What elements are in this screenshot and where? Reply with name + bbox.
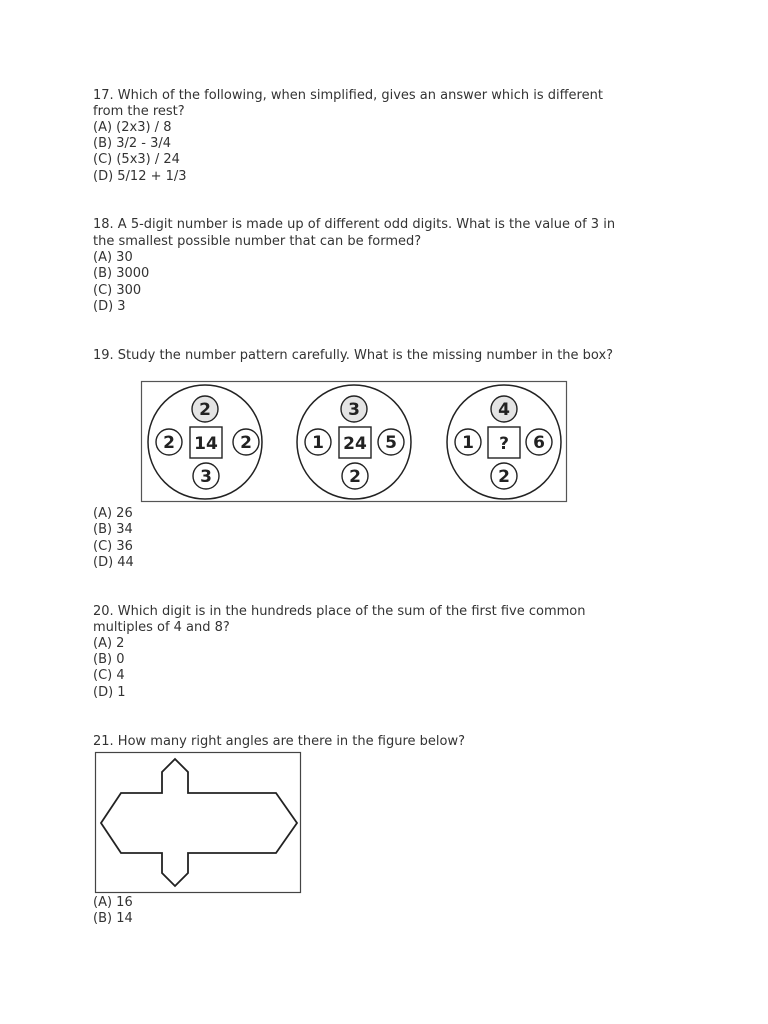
group3-top-number: 4 [498,400,510,420]
q17-option-c: (C) (5x3) / 24 [93,152,180,167]
group1-top-number: 2 [199,400,211,420]
q21-option-a: (A) 16 [93,895,133,910]
q20-stem-line2: multiples of 4 and 8? [93,620,230,635]
q19-option-d: (D) 44 [93,555,134,570]
q18-stem-line2: the smallest possible number that can be formed? [93,234,422,249]
q20-option-c: (C) 4 [93,668,125,683]
q18-option-c: (C) 300 [93,283,142,298]
group3-right-number: 6 [533,433,545,453]
group3-bottom-number: 2 [498,467,510,487]
q19-number-pattern-figure [140,380,568,504]
group1-left-number: 2 [163,433,175,453]
q17-stem-line1: 17. Which of the following, when simplified, gives an answer which is different [93,88,603,103]
q20-option-a: (A) 2 [93,636,125,651]
q18-option-d: (D) 3 [93,299,126,314]
group2-left-number: 1 [312,433,324,453]
q18-option-a: (A) 30 [93,250,133,265]
group2-bottom-number: 2 [349,467,361,487]
q21-right-angles-figure [94,751,303,895]
group1-center-number: 14 [194,434,218,454]
group2-right-number: 5 [385,433,397,453]
group1-right-number: 2 [240,433,252,453]
q19-option-b: (B) 34 [93,522,133,537]
q17-option-d: (D) 5/12 + 1/3 [93,169,187,184]
q19-option-c: (C) 36 [93,539,133,554]
group3-center-number: ? [499,434,509,454]
group2-top-number: 3 [348,400,360,420]
group2-center-number: 24 [343,434,367,454]
q20-stem-line1: 20. Which digit is in the hundreds place of the sum of the first five common [93,604,586,619]
group3-left-number: 1 [462,433,474,453]
q18-option-b: (B) 3000 [93,266,150,281]
pattern-group-2 [297,385,411,499]
q21-stem: 21. How many right angles are there in the figure below? [93,734,465,749]
q17-stem-line2: from the rest? [93,104,185,119]
q17-option-a: (A) (2x3) / 8 [93,120,172,135]
q18-stem-line1: 18. A 5-digit number is made up of different odd digits. What is the value of 3 in [93,217,616,232]
q21-option-b: (B) 14 [93,911,133,926]
q20-option-b: (B) 0 [93,652,125,667]
group1-bottom-number: 3 [200,467,212,487]
q20-option-d: (D) 1 [93,685,126,700]
q19-option-a: (A) 26 [93,506,133,521]
q19-stem: 19. Study the number pattern carefully. What is the missing number in the box? [93,348,614,363]
pattern-group-3 [447,385,561,499]
q17-option-b: (B) 3/2 - 3/4 [93,136,171,151]
pattern-group-1 [148,385,262,499]
